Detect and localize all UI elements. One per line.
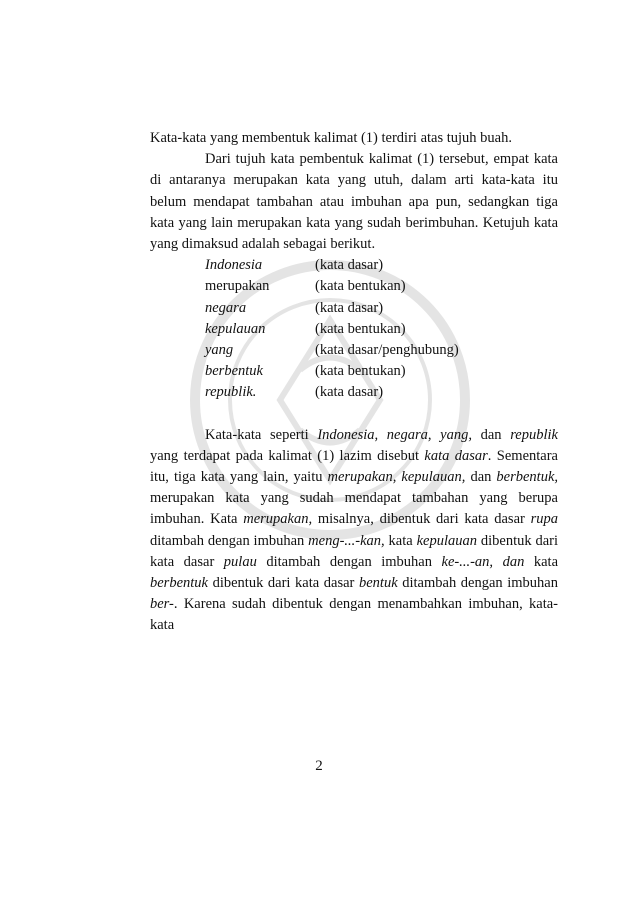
word: berbentuk (205, 363, 263, 380)
word-list-row (205, 255, 558, 276)
word-list-row (205, 298, 558, 319)
text-run: kata (524, 553, 559, 570)
word-type: (kata bentukan) (315, 320, 406, 337)
italic-term: kata dasar (424, 447, 488, 464)
word: yang (205, 341, 234, 358)
text-run: . Sementara itu, tiga kata yang lain, yaitu (150, 447, 558, 485)
italic-term: pulau (223, 553, 257, 570)
word-type: (kata dasar) (315, 384, 384, 401)
text-run: merupakan kata yang sudah mendapat tambahan yang berupa imbuhan. Kata (150, 490, 558, 528)
body-text (150, 128, 558, 637)
text-run: dan (465, 468, 497, 485)
italic-term: rupa (530, 511, 558, 528)
italic-term: meng-...-kan, (308, 532, 385, 549)
text-run: yang terdapat pada kalimat (1) lazim disebut (150, 447, 425, 464)
word-list-row (205, 340, 558, 361)
word-list-row (205, 276, 558, 297)
word: kepulauan (205, 320, 266, 337)
text-run: kata (384, 532, 417, 549)
text-run: misalnya, dibentuk dari kata dasar (312, 511, 531, 528)
text-run: ditambah dengan imbuhan (256, 553, 442, 570)
page-number: 2 (315, 758, 323, 774)
word: Indonesia (205, 257, 263, 274)
word-list-row (205, 361, 558, 382)
text-run: ditambah dengan imbuhan (397, 574, 558, 591)
italic-term: bentuk (358, 574, 398, 591)
word-type: (kata dasar) (315, 299, 384, 316)
text-run: ditambah dengan imbuhan (150, 532, 309, 549)
italic-term: ke-...-an, dan (441, 553, 525, 570)
word: merupakan (205, 278, 270, 295)
text-run: dan (471, 426, 511, 443)
text-run: dibentuk dari kata dasar (150, 532, 558, 570)
paragraph-2: Dari tujuh kata pembentuk kalimat (1) tersebut, empat kata di antaranya merupakan kata yang utuh, dalam arti kata-kata itu belum mendapat tambahan atau imbuhan apa pun, sedangkan tiga kata yang lain merupakan kata yang sudah berimbuhan. Ketujuh kata yang dimaksud adalah sebagai berikut. (150, 151, 558, 253)
text-run: . Karena sudah dibentuk dengan menambahkan imbuhan, kata-kata (150, 596, 558, 634)
italic-term: kepulauan (416, 532, 477, 549)
word: negara (205, 299, 247, 316)
italic-term: berbentuk, (496, 468, 559, 485)
word-list (205, 255, 558, 403)
text-run: dibentuk dari kata dasar (207, 574, 359, 591)
word: republik. (205, 384, 257, 401)
italic-term: merupakan, kepulauan, (327, 468, 466, 485)
word-type: (kata dasar/penghubung) (315, 341, 459, 358)
italic-term: Indonesia, negara, yang, (317, 426, 472, 443)
word-type: (kata dasar) (315, 257, 384, 274)
italic-term: ber- (150, 596, 174, 613)
word-list-row (205, 319, 558, 340)
italic-term: republik (510, 426, 558, 443)
italic-term: merupakan, (243, 511, 313, 528)
word-type: (kata bentukan) (315, 278, 406, 295)
word-type: (kata bentukan) (315, 363, 406, 380)
paragraph-3 (150, 425, 558, 637)
text-run: Kata-kata seperti (205, 426, 318, 443)
word-list-row (205, 382, 558, 403)
italic-term: berbentuk (150, 574, 208, 591)
paragraph-1: Kata-kata yang membentuk kalimat (1) terdiri atas tujuh buah. (150, 130, 512, 146)
